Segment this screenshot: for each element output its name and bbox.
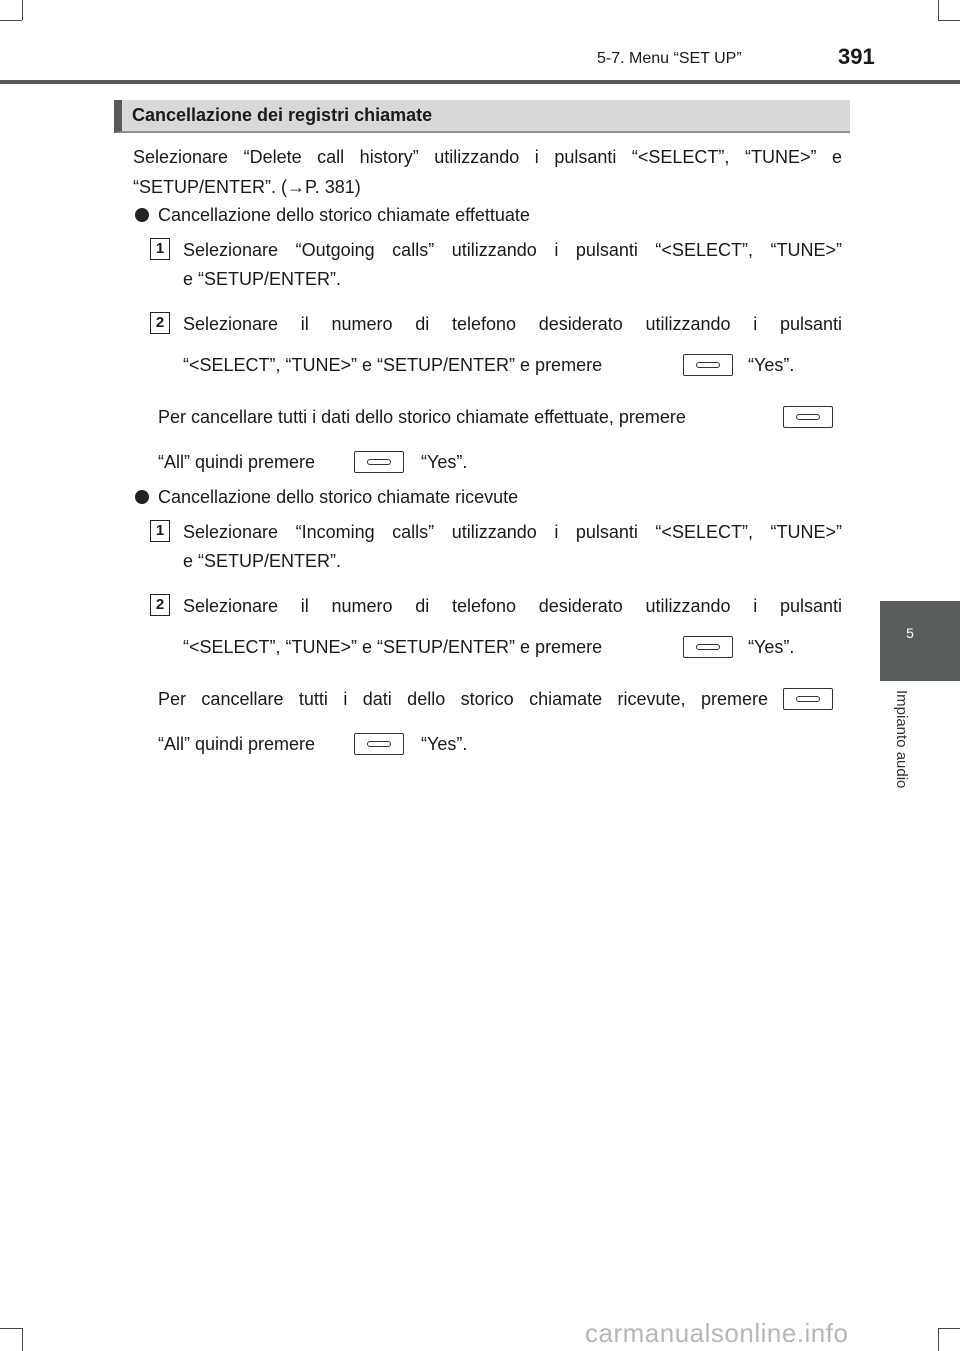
incoming-title: Cancellazione dello storico chiamate ricevute	[158, 487, 519, 507]
preset-button-icon	[783, 688, 833, 710]
incoming-note-line2b: “Yes”.	[421, 734, 468, 754]
outgoing-step2-line2: “<SELECT”, “TUNE>” e “SETUP/ENTER” e premere	[183, 355, 603, 375]
preset-button-icon	[354, 733, 404, 755]
incoming-note-line1: Per cancellare tutti i dati dello storico chiamate ricevute, premere	[158, 689, 768, 709]
outgoing-step2-end: “Yes”.	[748, 355, 795, 375]
watermark: carmanualsonline.info	[585, 1318, 849, 1348]
preset-button-icon	[354, 451, 404, 473]
crop-mark	[938, 1328, 939, 1351]
crop-mark	[22, 0, 23, 20]
bullet-icon	[135, 208, 149, 222]
header-rule	[0, 80, 960, 84]
chapter-title-vertical	[893, 690, 922, 820]
outgoing-note-line2b: “Yes”.	[421, 452, 468, 472]
incoming-step1-line1: Selezionare “Incoming calls” utilizzando i pulsanti “<SELECT”, “TUNE>”	[183, 522, 842, 542]
preset-button-icon	[683, 354, 733, 376]
chapter-tab	[880, 601, 960, 681]
outgoing-title: Cancellazione dello storico chiamate effettuate	[158, 205, 530, 225]
incoming-step1-line2: e “SETUP/ENTER”.	[183, 551, 342, 571]
crop-mark	[938, 0, 939, 20]
incoming-step2-line1: Selezionare il numero di telefono desiderato utilizzando i pulsanti	[183, 596, 842, 616]
step-number-badge: 1	[150, 520, 170, 542]
intro-line-1: Selezionare “Delete call history” utilizzando i pulsanti “<SELECT”, “TUNE>” e	[133, 147, 842, 167]
step-number-badge: 2	[150, 594, 170, 616]
crop-mark	[938, 1328, 960, 1329]
chapter-number: 5	[906, 625, 914, 641]
outgoing-step1-line2: e “SETUP/ENTER”.	[183, 269, 342, 289]
crop-mark	[0, 1328, 22, 1329]
bullet-icon	[135, 490, 149, 504]
running-header-section: 5-7. Menu “SET UP”	[597, 50, 742, 67]
step-number-badge: 2	[150, 312, 170, 334]
chapter-title: Impianto audio	[893, 690, 910, 789]
preset-button-icon	[783, 406, 833, 428]
outgoing-step2-line1: Selezionare il numero di telefono desiderato utilizzando i pulsanti	[183, 314, 842, 334]
crop-mark	[938, 20, 960, 21]
section-heading	[114, 100, 850, 133]
outgoing-step1-line1: Selezionare “Outgoing calls” utilizzando i pulsanti “<SELECT”, “TUNE>”	[183, 240, 842, 260]
incoming-step2-line2: “<SELECT”, “TUNE>” e “SETUP/ENTER” e premere	[183, 637, 603, 657]
preset-button-icon	[683, 636, 733, 658]
outgoing-note-line2a: “All” quindi premere	[158, 452, 316, 472]
intro-line-2: “SETUP/ENTER”. (→P. 381)	[133, 177, 361, 197]
crop-mark	[22, 1328, 23, 1351]
section-title: Cancellazione dei registri chiamate	[132, 105, 433, 125]
incoming-note-line2a: “All” quindi premere	[158, 734, 316, 754]
incoming-step2-end: “Yes”.	[748, 637, 795, 657]
outgoing-note-line1: Per cancellare tutti i dati dello storico chiamate effettuate, premere	[158, 407, 686, 427]
step-number-badge: 1	[150, 238, 170, 260]
page-number: 391	[838, 44, 875, 69]
crop-mark	[0, 20, 22, 21]
